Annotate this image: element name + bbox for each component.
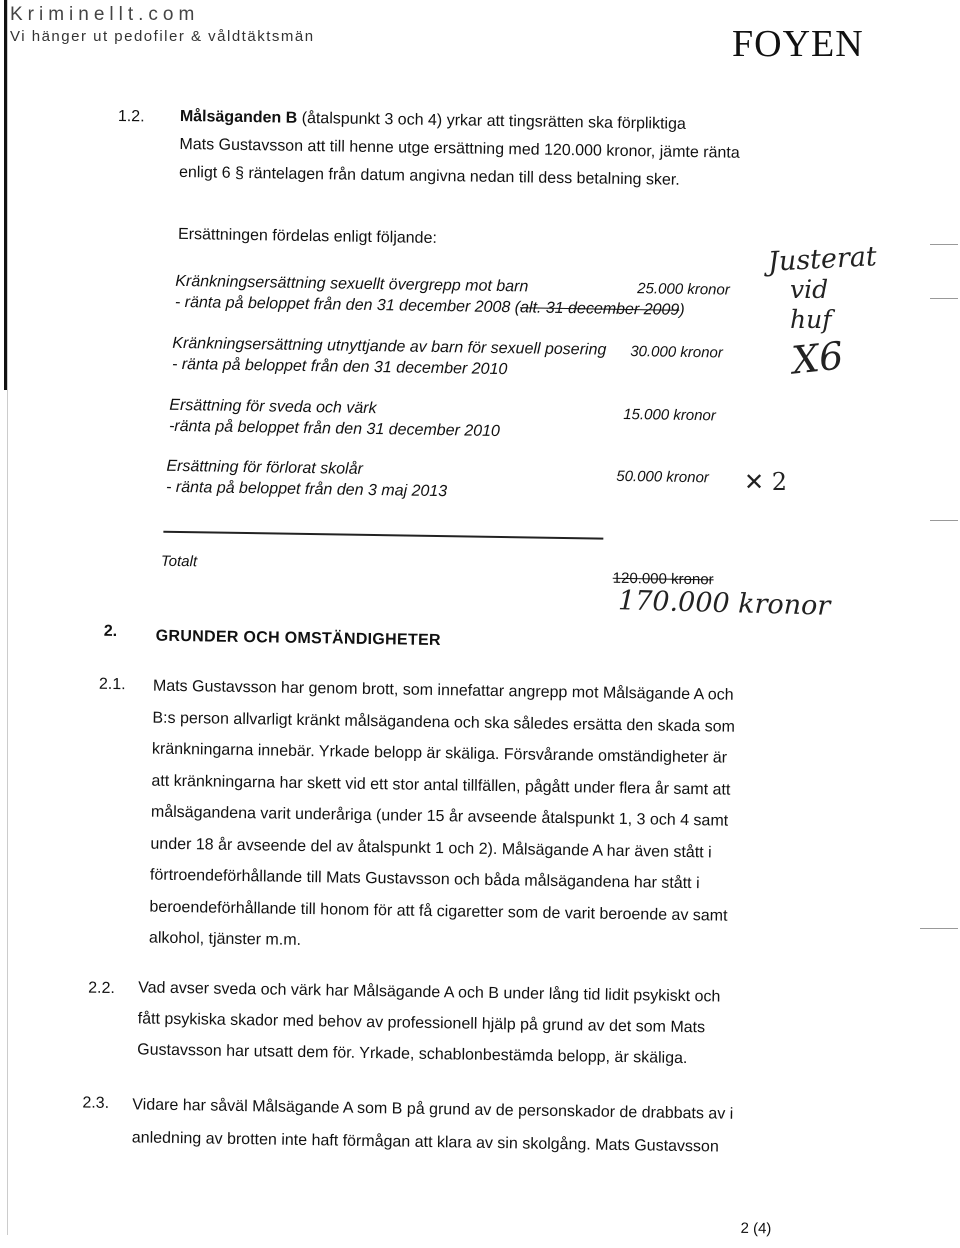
section-1-2-text xyxy=(179,103,741,196)
claim-title: Kränkningsersättning sexuellt övergrepp mot barn xyxy=(175,272,529,296)
section-number: 2.2. xyxy=(88,979,116,998)
claim-item xyxy=(169,395,501,442)
section-number: 2.1. xyxy=(98,675,126,694)
claim-interest-struck: alt. 31 december 2009 xyxy=(519,299,680,319)
paragraph-line: målsägandena varit underåriga (under 15 år avseende åtalspunkt 1, 3 och 4 samt xyxy=(150,803,729,830)
total-amount-struck: 120.000 kronor xyxy=(612,569,714,589)
section-heading: GRUNDER OCH OMSTÄNDIGHETER xyxy=(155,627,441,650)
claim-amount: 30.000 kronor xyxy=(630,343,723,362)
claim-amount: 15.000 kronor xyxy=(623,405,716,425)
site-tagline: Vi hänger ut pedofiler & våldtäktsmän xyxy=(10,28,315,45)
paragraph-line-rest: (åtalspunkt 3 och 4) yrkar att tingsrätten ska förpliktiga xyxy=(297,109,686,133)
paragraph-line: under 18 år avseende del av åtalspunkt 1 och 2). Målsägande A har även stått i xyxy=(150,835,712,861)
paragraph-line: alkohol, tjänster m.m. xyxy=(148,929,302,949)
claim-interest: - ränta på beloppet från den 3 maj 2013 xyxy=(165,478,448,501)
claim-title: Ersättning för sveda och värk xyxy=(169,396,377,418)
claim-item xyxy=(175,271,685,321)
handwritten-note-line: huf xyxy=(790,305,832,334)
section-2-3-text xyxy=(132,1088,734,1163)
total-divider xyxy=(163,531,603,539)
claim-amount: 50.000 kronor xyxy=(616,467,710,487)
section-2-1-text xyxy=(149,671,736,964)
paragraph-line: fått psykiska skador med behov av professionell hjälp på grund av det som Mats xyxy=(137,1010,706,1037)
section-number: 1.2. xyxy=(117,107,145,126)
paragraph-line: beroendeförhållande till honom för att få cigaretter som de varit beroende av samt xyxy=(149,898,728,925)
foyen-logo: FOYEN xyxy=(732,23,864,65)
paragraph-line: Mats Gustavsson att till henne utge ersättning med 120.000 kronor, jämte ränta xyxy=(179,135,740,162)
claim-amount: 25.000 kronor xyxy=(637,280,730,299)
page-number: 2 (4) xyxy=(740,1219,772,1238)
paragraph-line: Gustavsson har utsatt dem för. Yrkade, schablonbestämda belopp, är skäliga. xyxy=(137,1041,688,1068)
handwritten-note-line: Justerat xyxy=(767,241,878,278)
distribution-intro: Ersättningen fördelas enligt följande: xyxy=(177,225,437,247)
paragraph-line: enligt 6 § räntelagen från datum angivna nedan till dess betalning sker. xyxy=(178,163,680,189)
paragraph-line: att kränkningarna har skett vid ett stor antal tillfällen, pågått under flera år samt att xyxy=(151,772,731,799)
section-number: 2. xyxy=(103,622,118,641)
total-label: Totalt xyxy=(160,552,198,571)
claim-interest: - ränta på beloppet från den 31 december 2010 xyxy=(171,355,508,379)
paragraph-line: Vad avser sveda och värk har Målsägande A och B under lång tid lidit psykiskt och xyxy=(138,979,721,1006)
claimant-b-label: Målsäganden B xyxy=(179,107,298,127)
section-2-2-text xyxy=(137,972,721,1074)
claim-item xyxy=(172,333,607,382)
paragraph-line: förtroendeförhållande till Mats Gustavsson och båda målsägandena har stått i xyxy=(149,866,700,893)
handwritten-multiplier: ✕ 2 xyxy=(744,468,788,496)
paragraph-line: B:s person allvarligt kränkt målsägandena och ska således ersätta den skada som xyxy=(152,709,736,736)
handwritten-total: 170.000 kronor xyxy=(617,585,831,622)
paragraph-line: Vidare har såväl Målsägande A som B på grund av de personskador de drabbats av i xyxy=(132,1096,734,1123)
claim-interest: -ränta på beloppet från den 31 december 2010 xyxy=(168,417,501,441)
handwritten-note-line: vid xyxy=(790,275,829,304)
claim-title: Ersättning för förlorat skolår xyxy=(166,457,364,478)
paragraph-line: Mats Gustavsson har genom brott, som innefattar angrepp mot Målsägande A och xyxy=(152,677,734,704)
paragraph-line: kränkningarna innebär. Yrkade belopp är skäliga. Försvårande omständigheter är xyxy=(151,740,728,767)
claim-item xyxy=(166,456,448,502)
section-number: 2.3. xyxy=(82,1094,110,1112)
claim-interest: - ränta på beloppet från den 31 december 2008 (alt. 31 december 2009) xyxy=(174,293,685,319)
claim-title: Kränkningsersättning utnyttjande av barn för sexuell posering xyxy=(172,334,607,359)
site-name: Kriminellt.com xyxy=(10,4,200,25)
handwritten-margin-mark: X6 xyxy=(789,333,846,383)
paragraph-line: anledning av brotten inte haft förmågan att klara av sin skolgång. Mats Gustavsson xyxy=(131,1129,719,1156)
